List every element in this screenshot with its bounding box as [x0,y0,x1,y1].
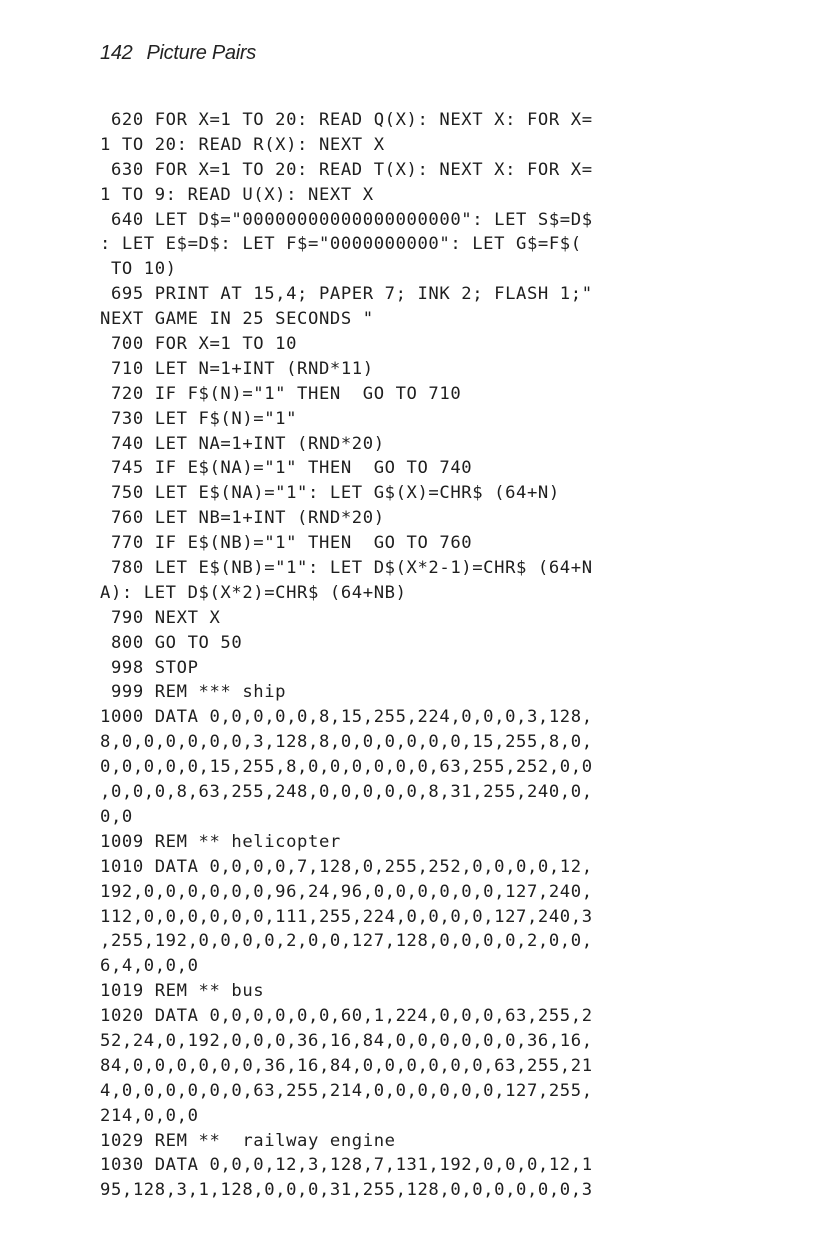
code-line: 720 IF F$(N)="1" THEN GO TO 710 [100,383,462,404]
code-line: 998 STOP [100,657,199,678]
code-line: 790 NEXT X [100,607,221,628]
code-line: ,255,192,0,0,0,0,2,0,0,127,128,0,0,0,0,2,0,0, [100,931,593,952]
code-line: 620 FOR X=1 TO 20: READ Q(X): NEXT X: FOR X= [100,110,593,130]
code-line: 1029 REM ** railway engine [100,1130,396,1151]
code-line: 780 LET E$(NB)="1": LET D$(X*2-1)=CHR$ (64+N [100,558,593,579]
code-line: 0,0,0,0,0,15,255,8,0,0,0,0,0,0,63,255,252,0,0 [100,757,593,778]
code-line: 1 TO 9: READ U(X): NEXT X [100,184,374,205]
code-line: 770 IF E$(NB)="1" THEN GO TO 760 [100,533,473,554]
code-line: 52,24,0,192,0,0,0,36,16,84,0,0,0,0,0,0,36,16, [100,1030,593,1051]
code-line: TO 10) [100,259,177,280]
code-line: 1010 DATA 0,0,0,0,7,128,0,255,252,0,0,0,0,12, [100,856,593,877]
code-line: 0,0 [100,806,133,827]
chapter-title: Picture Pairs [146,42,256,64]
code-line: 112,0,0,0,0,0,0,111,255,224,0,0,0,0,127,240,3 [100,906,593,927]
code-line: ,0,0,0,8,63,255,248,0,0,0,0,0,8,31,255,240,0, [100,782,593,803]
code-line: 1000 DATA 0,0,0,0,0,8,15,255,224,0,0,0,3,128, [100,707,593,728]
page-number: 142 [100,42,133,64]
code-line: : LET E$=D$: LET F$="0000000000": LET G$=F$( [100,234,582,255]
code-line: 730 LET F$(N)="1" [100,408,298,429]
code-line: 745 IF E$(NA)="1" THEN GO TO 740 [100,458,473,479]
code-line: 695 PRINT AT 15,4; PAPER 7; INK 2; FLASH 1;" [100,284,593,305]
code-line: 740 LET NA=1+INT (RND*20) [100,433,385,454]
code-line: 760 LET NB=1+INT (RND*20) [100,508,385,529]
code-line: 8,0,0,0,0,0,0,3,128,8,0,0,0,0,0,0,15,255,8,0, [100,732,593,753]
code-line: A): LET D$(X*2)=CHR$ (64+NB) [100,582,407,603]
code-line: NEXT GAME IN 25 SECONDS " [100,309,374,330]
code-line: 1009 REM ** helicopter [100,831,341,852]
code-line: 800 GO TO 50 [100,632,243,653]
code-line: 1030 DATA 0,0,0,12,3,128,7,131,192,0,0,0,12,1 [100,1155,593,1176]
code-line: 4,0,0,0,0,0,0,63,255,214,0,0,0,0,0,0,127,255, [100,1080,593,1101]
code-line: 84,0,0,0,0,0,0,36,16,84,0,0,0,0,0,0,63,255,21 [100,1055,593,1076]
code-line: 1 TO 20: READ R(X): NEXT X [100,134,385,155]
code-line: 640 LET D$="00000000000000000000": LET S$=D$ [100,209,593,230]
code-line: 630 FOR X=1 TO 20: READ T(X): NEXT X: FOR X= [100,159,593,180]
code-line: 1019 REM ** bus [100,981,265,1002]
code-line: 95,128,3,1,128,0,0,0,31,255,128,0,0,0,0,0,0,3 [100,1180,593,1201]
code-line: 192,0,0,0,0,0,0,96,24,96,0,0,0,0,0,0,127,240, [100,881,593,902]
code-line: 750 LET E$(NA)="1": LET G$(X)=CHR$ (64+N) [100,483,560,504]
code-line: 710 LET N=1+INT (RND*11) [100,358,374,379]
code-line: 1020 DATA 0,0,0,0,0,0,60,1,224,0,0,0,63,255,2 [100,1006,593,1027]
code-line: 6,4,0,0,0 [100,956,199,977]
code-line: 999 REM *** ship [100,682,287,703]
code-line: 214,0,0,0 [100,1105,199,1126]
code-line: 700 FOR X=1 TO 10 [100,334,298,355]
basic-program-listing [100,108,740,1203]
page-header [100,42,256,65]
